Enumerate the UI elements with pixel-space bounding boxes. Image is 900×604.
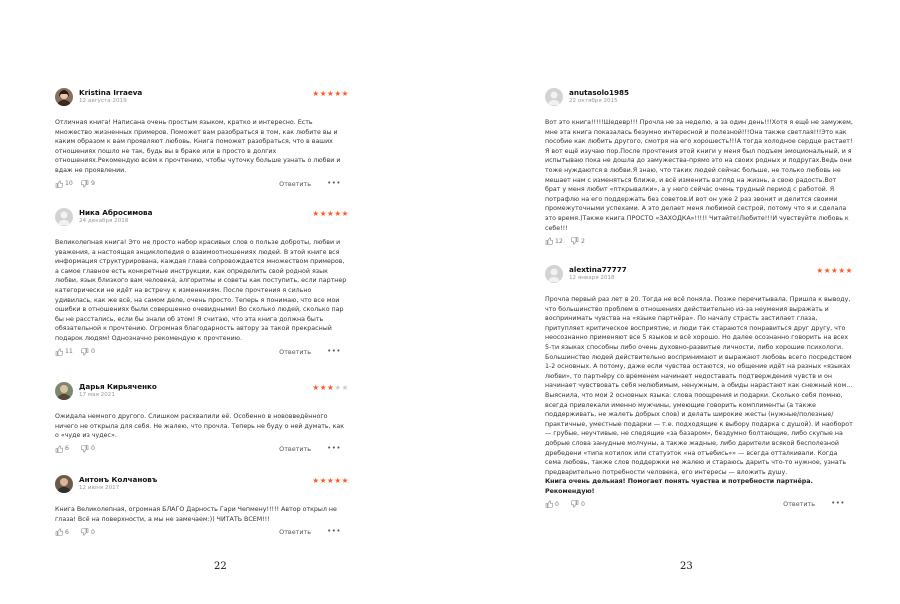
rating-stars [312,383,349,392]
more-dots-icon[interactable]: ••• [831,499,845,508]
star-icon: ★ [831,266,839,275]
review-text: Ожидала немного другого. Слишком расхвалили её. Особенно в нововведённого ничего не открыла для себя. Не жалею, что прочла. Теперь не буду о ней думать, как о «чуде из чудес». [55,413,345,440]
review-text: Отличная книга! Написана очень простым языком, кратко и интересно. Есть множество жизненных примеров. Поможет вам разобраться в том, как любите вы и каким образом к вам проявляют любовь. Книга поможет разобраться, что в ваших отношениях пошло не так, будь вы в браке или в просто в долгих отношениях.Рекомендую всем к прочтению, чтобы чуточку больше узнать о любви и вдаж не проявлении. [55,119,341,174]
star-icon: ★ [334,476,342,485]
rating-stars [312,209,349,218]
like-count: 0 [555,500,559,508]
more-dots-icon[interactable]: ••• [327,346,341,355]
review-date: 17 мая 2021 [79,392,115,398]
thumb-down-icon [571,237,579,245]
like-button[interactable] [545,237,563,245]
like-button[interactable] [55,445,69,453]
thumb-down-icon [571,500,579,508]
review-author[interactable]: alextina77777 [569,265,627,274]
dislike-count: 9 [91,180,95,188]
star-icon: ★ [319,476,328,485]
left-page [0,0,440,604]
review-text: Прочла первый раз лет в 20. Тогда не всё поняла. Позже перечитывала. Пришла к выводу, что большинство проблем в отношениях действительно из-за неумения выражать и воспринимать чувства на «языке партнёра». По началу страсть застилает глаза, притупляет критическое восприятие, и люди так стараются понравиться друг другу, что неосознанно применяют все 5 языков и всё хорошо. Но далее осознанно говорить на всех 5-ти языках способны либо очень духовно-развитые личности, либо хорошие психологи. Большинство людей действительно воспринимают и выражают любовь всего посредством 1-2 основных. А потому, даже если чувства остаются, но общение идёт на разных «языках любви», то партнёру со временем начинает недоставать подтверждения чувств и он начинает чувствовать себя нелюбимым, ненужным, а обиды нарастают как снежный ком... Выяснила, что мои 2 основных языка: слова поощрения и подарки. Сколько себя помню, всегда привлекали именно мужчины, умеющие говорить комплименты (а также поддерживать, не жалеть добрых слов) и делать широкие жесты (нужные/полезные/практичные, уместные подарки — т.е. подходящие к выбору подарка с душой). И наоборот — грубые, неучтивые, не следящие «за базаром», бездумно болтающие, либо скупые на добрые слова занудные молчуны, а также жадные, либо дарители всякой бесполезной дребедени «типа котилок или статуэток «на отъебись»» — всегда отталкивали. Когда сема любовь, также слов поддержки не жалею и стараюсь дарить что-то нужное, узнать предварительно потребности человека, его интересы — вложить душу. [545,296,853,476]
dislike-button[interactable] [81,445,95,453]
reply-button[interactable]: Ответить [783,500,815,509]
avatar[interactable] [55,208,73,226]
star-icon: ★ [312,209,320,218]
review-date: 12 августа 2019 [79,98,127,104]
review-card [55,208,349,360]
star-icon: ★ [838,266,846,275]
star-icon: ★ [319,209,328,218]
review-author[interactable]: Ника Абросимова [79,208,153,217]
avatar[interactable] [55,475,73,493]
star-icon: ★ [319,383,328,392]
star-icon: ★ [845,266,853,275]
review-card [545,88,853,249]
more-dots-icon[interactable]: ••• [327,443,341,452]
like-button[interactable] [55,180,73,188]
thumb-down-icon [81,348,89,356]
dislike-button[interactable] [571,500,585,508]
review-text: Великолепная книга! Это не просто набор красивых слов о пользе доброты, любви и уважения, а настоящая энциклопедия о взаимоотношениях людей. В этой книге вся информация структурирована, каждая глава сопровождается множеством примеров, а самое главное есть конкретные инструкции, как определить свой родной язык любви, язык близкого вам человека, алгоритмы и советы как поступить, если партнер категорически не идёт на встречу к изменениям. После прочтения я сильно удивилась, как же всё, на самом деле, очень просто. Теперь я понимаю, что все мои ошибки в отношениях были совершенно очевидными! Во сколько людей, сколько пар бы не расстались, если бы знали об этом! Я считаю, что эта книга должна быть обязательной к прочтению. Огромная благодарность автору за такой прекрасный подарок людям! Однозначно рекомендую к прочтению. [55,239,347,342]
rating-stars [312,476,349,485]
review-text: Вот это книга!!!!!Шедевр!!! Прочла не за неделю, а за один день!!!Хотя я ещё не замужем, мне эта книга показалась безумно интересной и полезной!!!Она также светлая!!!Это как пособие как любить другого, смотря на его хорошесть!!!А тогда холодное сердце растает!Я вот ещё изучаю пор.После прочтения этой книги у меня был подъем эмоциональный, и я испытываю пока не дошла до замужества-прямо это на своих родных и подругах.Ведь они тоже нуждаются в любви.Я знаю, что таких людей сейчас больше, не только любовь не мешает нам с изменяться ближе, и всё изменить взгляд на жизнь, а свою радость.Вот брат у меня любит «пткрывалки», а у него сейчас очень трудный период с работой. Я потрафлю на его поддержать без советов.И вот он уже 2 раз звонит и делится своими промежуточными успехами. А это делает меня любимой сестрой, потому что я и сделала это время.)Также книга ПРОСТО «ЗАХОДКА»!!!!! Читайте!Любите!!!И чувствуйте любовь к себе!!! [545,119,853,232]
thumb-down-icon [81,528,89,536]
review-author[interactable]: anutasolo1985 [569,88,629,97]
avatar[interactable] [55,382,73,400]
star-icon: ★ [341,209,349,218]
star-icon: ★ [334,209,342,218]
dislike-count: 0 [91,348,95,356]
review-author[interactable]: Дарья Кирьяченко [79,382,157,391]
like-count: 12 [555,237,563,245]
star-icon: ★ [341,89,349,98]
thumb-up-icon [545,500,553,508]
page-number: 23 [680,561,693,572]
thumb-down-icon [81,445,89,453]
reply-button[interactable]: Ответить [279,347,311,356]
star-icon: ★ [341,383,349,392]
thumb-up-icon [55,528,63,536]
dislike-button[interactable] [81,528,95,536]
star-icon: ★ [327,383,335,392]
like-count: 6 [65,445,69,453]
reply-button[interactable]: Ответить [279,444,311,453]
avatar[interactable] [55,88,73,106]
star-icon: ★ [334,89,342,98]
dislike-button[interactable] [571,237,585,245]
review-date: 22 октября 2015 [569,98,618,104]
review-card [545,265,853,512]
dislike-count: 2 [581,237,585,245]
thumb-down-icon [81,180,89,188]
star-icon: ★ [341,476,349,485]
star-icon: ★ [334,383,342,392]
star-icon: ★ [823,266,832,275]
star-icon: ★ [327,89,335,98]
rating-stars [312,89,349,98]
review-card [55,475,349,540]
review-author[interactable]: Антонъ Колчановъ [79,475,158,484]
star-icon: ★ [319,89,328,98]
thumb-up-icon [55,445,63,453]
like-button[interactable] [545,500,559,508]
review-text: Книга Великолепная, огромная БЛАГО Дарность Гари Чепмену!!!!! Автор открыл не глаза! Всё на поверхности, а мы не замечаем:)) ЧИТАТЬ ВСЕМ!!! [55,506,337,523]
like-button[interactable] [55,348,73,356]
star-icon: ★ [312,476,320,485]
like-button[interactable] [55,528,69,536]
dislike-button[interactable] [81,348,95,356]
thumb-up-icon [55,180,63,188]
dislike-count: 0 [91,528,95,536]
like-count: 6 [65,528,69,536]
star-icon: ★ [327,476,335,485]
dislike-button[interactable] [81,180,95,188]
review-date: 12 января 2018 [569,275,615,281]
review-date: 12 июня 2017 [79,485,120,491]
rating-stars [816,266,853,275]
thumb-up-icon [545,237,553,245]
review-card [55,88,349,192]
like-count: 11 [65,348,73,356]
review-author[interactable]: Kristina Irraeva [79,88,143,97]
star-icon: ★ [327,209,335,218]
more-dots-icon[interactable]: ••• [327,178,341,187]
avatar[interactable] [545,88,563,106]
more-dots-icon[interactable]: ••• [327,527,341,536]
avatar[interactable] [545,265,563,283]
like-count: 10 [65,180,73,188]
dislike-count: 0 [581,500,585,508]
star-icon: ★ [312,383,320,392]
star-icon: ★ [312,89,320,98]
review-date: 24 декабря 2018 [79,218,129,224]
review-card [55,382,349,457]
dislike-count: 0 [91,445,95,453]
review-extra-text: Книга очень дельная! Помогает понять чувства и потребности партнёра. Рекомендую! [545,478,813,495]
star-icon: ★ [816,266,824,275]
reply-button[interactable]: Ответить [279,179,311,188]
page-number: 22 [214,561,227,572]
thumb-up-icon [55,348,63,356]
reply-button[interactable]: Ответить [279,528,311,537]
right-page [460,0,900,604]
